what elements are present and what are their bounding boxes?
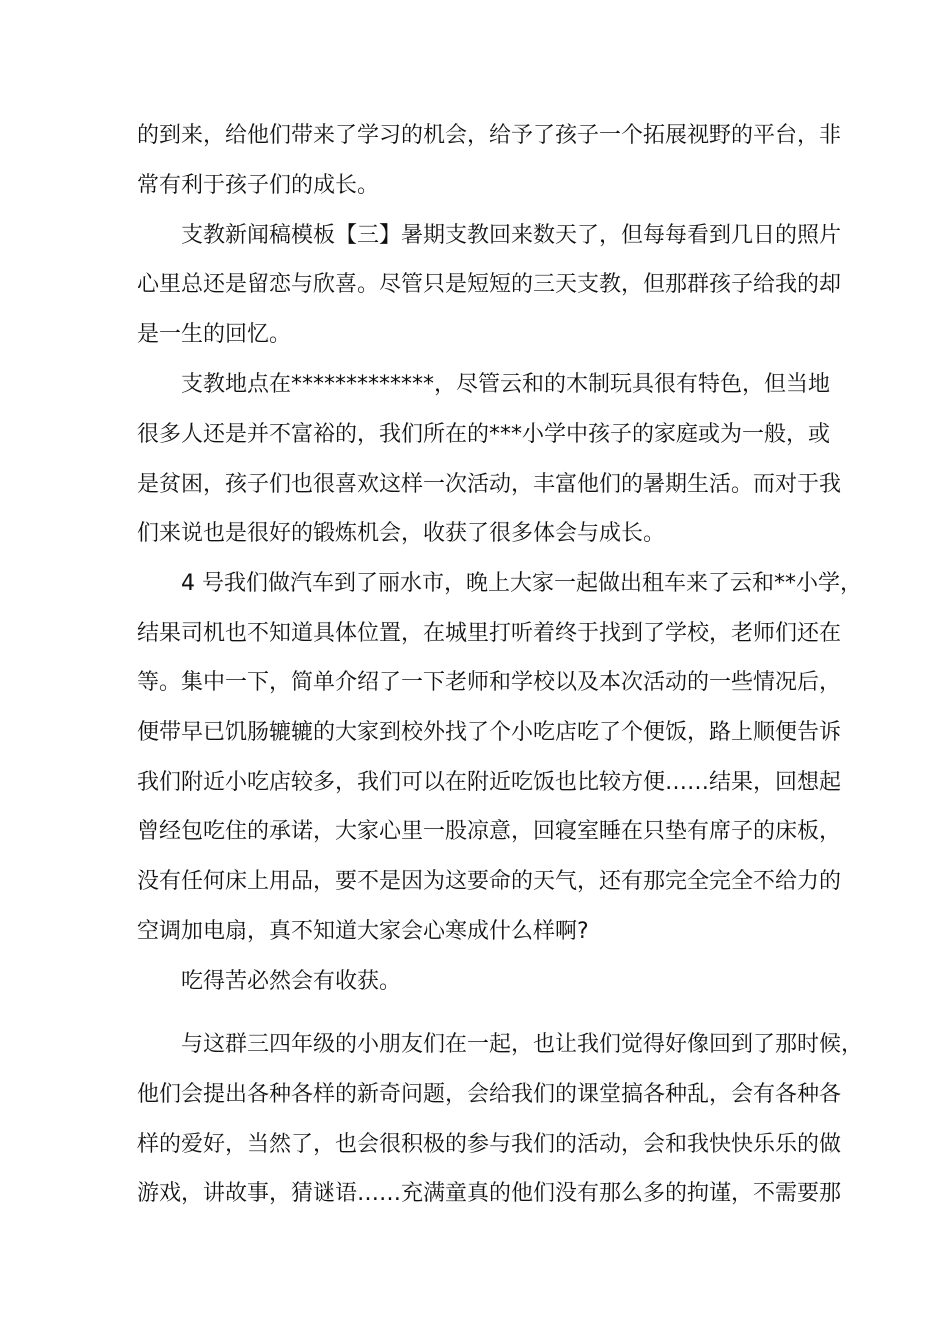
- text-line: 心里总还是留恋与欣喜。尽管只是短短的三天支教，但那群孩子给我的却: [137, 272, 842, 297]
- text-line: 游戏，讲故事，猜谜语……充满童真的他们没有那么多的拘谨，不需要那: [137, 1181, 842, 1206]
- text-line: 他们会提出各种各样的新奇问题，会给我们的课堂搞各种乱，会有各种各: [137, 1082, 842, 1107]
- text-line: 与这群三四年级的小朋友们在一起，也让我们觉得好像回到了那时候，: [181, 1032, 864, 1057]
- text-line: 我们附近小吃店较多，我们可以在附近吃饭也比较方便……结果，回想起: [137, 770, 842, 795]
- text-line: 没有任何床上用品，要不是因为这要命的天气，还有那完全完全不给力的: [137, 869, 842, 894]
- text-line: 4 号我们做汽车到了丽水市，晚上大家一起做出租车来了云和**小学，: [181, 571, 862, 596]
- text-line: 常有利于孩子们的成长。: [137, 173, 380, 198]
- text-line: 是一生的回忆。: [137, 322, 292, 347]
- text-line: 是贫困，孩子们也很喜欢这样一次活动，丰富他们的暑期生活。而对于我: [137, 472, 842, 497]
- text-line: 便带早已饥肠辘辘的大家到校外找了个小吃店吃了个便饭，路上顺便告诉: [137, 720, 842, 745]
- text-line: 曾经包吃住的承诺，大家心里一股凉意，回寝室睡在只垫有席子的床板，: [137, 819, 842, 844]
- text-line: 等。集中一下，简单介绍了一下老师和学校以及本次活动的一些情况后，: [137, 670, 842, 695]
- text-line: 的到来，给他们带来了学习的机会，给予了孩子一个拓展视野的平台，非: [137, 123, 842, 148]
- text-line: 空调加电扇，真不知道大家会心寒成什么样啊?: [137, 919, 589, 944]
- text-line: 吃得苦必然会有收获。: [181, 969, 402, 994]
- text-line: 支教地点在*************，尽管云和的木制玩具很有特色，但当地: [181, 372, 831, 397]
- text-line: 们来说也是很好的锻炼机会，收获了很多体会与成长。: [137, 521, 666, 546]
- text-line: 样的爱好，当然了，也会很积极的参与我们的活动，会和我快快乐乐的做: [137, 1132, 842, 1157]
- text-line: 很多人还是并不富裕的，我们所在的***小学中孩子的家庭或为一般，或: [137, 422, 831, 447]
- text-line: 支教新闻稿模板【三】暑期支教回来数天了，但每每看到几日的照片: [181, 223, 842, 248]
- text-line: 结果司机也不知道具体位置，在城里打听着终于找到了学校，老师们还在: [137, 621, 842, 646]
